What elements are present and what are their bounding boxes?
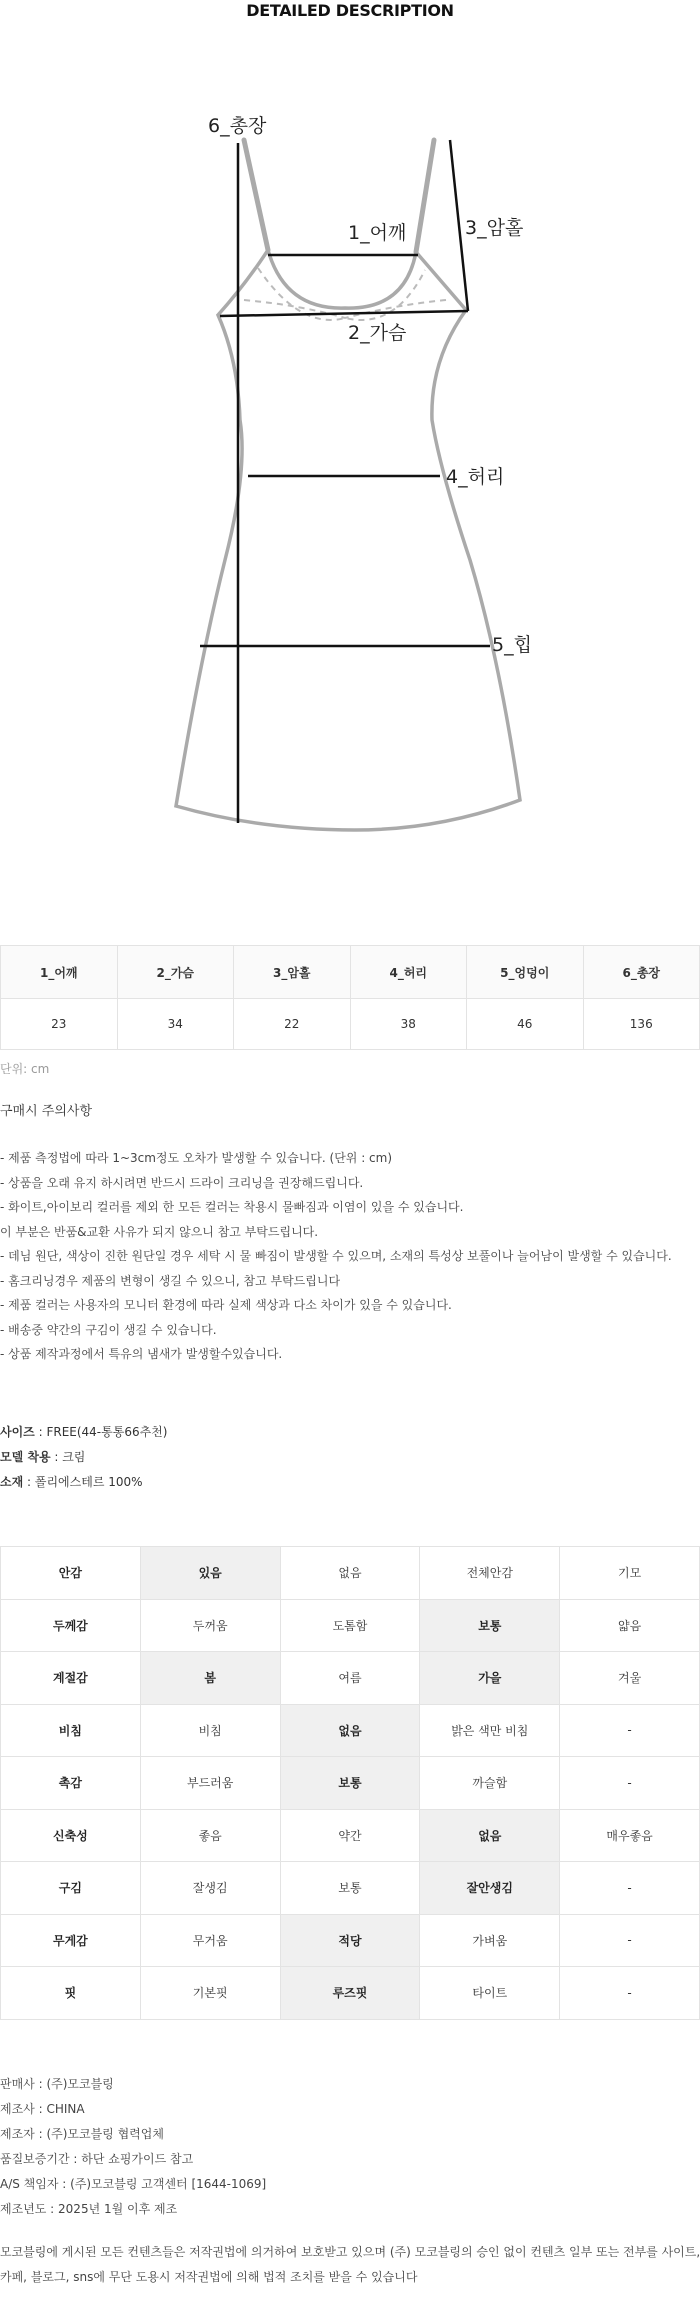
attribute-name: 신축성 bbox=[1, 1809, 141, 1862]
spec-material-label: 소재 bbox=[0, 1475, 24, 1489]
attribute-option: 보통 bbox=[280, 1862, 420, 1915]
attribute-row bbox=[1, 1967, 700, 2020]
attribute-option: 비침 bbox=[140, 1704, 280, 1757]
attribute-row bbox=[1, 1652, 700, 1705]
attribute-option: 적당 bbox=[280, 1914, 420, 1967]
attribute-option: 부드러움 bbox=[140, 1757, 280, 1810]
label-waist: 4_허리 bbox=[446, 466, 505, 488]
attribute-row bbox=[1, 1914, 700, 1967]
attribute-option: 도톰함 bbox=[280, 1599, 420, 1652]
attribute-table bbox=[0, 1546, 700, 2020]
attribute-name: 안감 bbox=[1, 1547, 141, 1600]
attribute-option: 기모 bbox=[560, 1547, 700, 1600]
notice-line: - 배송중 약간의 구김이 생길 수 있습니다. bbox=[0, 1322, 217, 1337]
size-value-hip: 46 bbox=[467, 999, 584, 1050]
size-table bbox=[0, 945, 700, 1050]
seller-info-line: A/S 책임자 : (주)모코블링 고객센터 [1644-1069] bbox=[0, 2177, 267, 2191]
attribute-option: 가벼움 bbox=[420, 1914, 560, 1967]
notice-line: - 상품을 오래 유지 하시려면 반드시 드라이 크리닝을 권장해드립니다. bbox=[0, 1175, 364, 1190]
seller-info-line: 제조자 : (주)모코블링 협력업체 bbox=[0, 2127, 164, 2141]
attribute-option: - bbox=[560, 1967, 700, 2020]
attribute-option: 전체안감 bbox=[420, 1547, 560, 1600]
notice-line: - 홈크리닝경우 제품의 변형이 생길 수 있으니, 참고 부탁드립니다 bbox=[0, 1273, 341, 1288]
attribute-option: 가을 bbox=[420, 1652, 560, 1705]
attribute-name: 무게감 bbox=[1, 1914, 141, 1967]
label-hip: 5_힙 bbox=[492, 634, 532, 656]
notice-line: - 화이트,아이보리 컬러를 제외 한 모든 컬러는 착용시 물빠짐과 이염이 있을 수 있습니다. bbox=[0, 1200, 464, 1214]
attribute-option: 약간 bbox=[280, 1809, 420, 1862]
attribute-option: 여름 bbox=[280, 1652, 420, 1705]
attribute-option: 두꺼움 bbox=[140, 1599, 280, 1652]
size-header-armhole: 3_암홀 bbox=[234, 946, 351, 999]
attribute-option: 얇음 bbox=[560, 1599, 700, 1652]
label-shoulder: 1_어깨 bbox=[348, 222, 407, 244]
attribute-name: 두께감 bbox=[1, 1599, 141, 1652]
unit-note: 단위: cm bbox=[0, 1062, 50, 1076]
label-chest: 2_가슴 bbox=[348, 322, 407, 344]
attribute-row bbox=[1, 1862, 700, 1915]
attribute-option: 좋음 bbox=[140, 1809, 280, 1862]
size-header-chest: 2_가슴 bbox=[117, 946, 234, 999]
spec-material-value: 폴리에스테르 100% bbox=[34, 1475, 143, 1489]
attribute-row bbox=[1, 1757, 700, 1810]
attribute-option: 잘안생김 bbox=[420, 1862, 560, 1915]
attribute-name: 구김 bbox=[1, 1862, 141, 1915]
attribute-name: 핏 bbox=[1, 1967, 141, 2020]
label-length: 6_총장 bbox=[208, 115, 267, 137]
copyright-line: 카페, 블로그, sns에 무단 도용시 저작권법에 의해 법적 조치를 받을 수 있습니다 bbox=[0, 2270, 418, 2284]
spec-size-label: 사이즈 bbox=[0, 1425, 35, 1439]
size-table-value-row bbox=[1, 999, 700, 1050]
dress-measurement-diagram bbox=[0, 60, 700, 850]
notice-line: - 제품 측정법에 따라 1~3cm정도 오차가 발생할 수 있습니다. (단위 : cm) bbox=[0, 1151, 393, 1165]
size-value-length: 136 bbox=[583, 999, 700, 1050]
seller-info-line: 판매사 : (주)모코블링 bbox=[0, 2077, 114, 2091]
attribute-option: 밝은 색만 비침 bbox=[420, 1704, 560, 1757]
label-armhole: 3_암홀 bbox=[465, 217, 524, 239]
attribute-name: 계절감 bbox=[1, 1652, 141, 1705]
seller-info-line: 제조사 : CHINA bbox=[0, 2102, 85, 2116]
spec-size-value: FREE(44-통통66추천) bbox=[46, 1425, 168, 1439]
notice-line: - 제품 컬러는 사용자의 모니터 환경에 따라 실제 색상과 다소 차이가 있을 수 있습니다. bbox=[0, 1298, 452, 1312]
spec-size: 사이즈 : FREE(44-통통66추천) bbox=[0, 1425, 168, 1439]
notice-line: 이 부분은 반품&교환 사유가 되지 않으니 참고 부탁드립니다. bbox=[0, 1224, 319, 1239]
copyright-line: 모코블링에 게시된 모든 컨텐츠들은 저작권법에 의거하여 보호받고 있으며 (주) 모코블링의 승인 없이 컨텐츠 일부 또는 전부를 사이트, bbox=[0, 2245, 700, 2259]
attribute-row bbox=[1, 1809, 700, 1862]
attribute-name: 촉감 bbox=[1, 1757, 141, 1810]
attribute-option: 보통 bbox=[420, 1599, 560, 1652]
attribute-option: 없음 bbox=[420, 1809, 560, 1862]
size-header-length: 6_총장 bbox=[583, 946, 700, 999]
attribute-option: 타이트 bbox=[420, 1967, 560, 2020]
spec-model: 모델 착용 : 크림 bbox=[0, 1450, 86, 1464]
spec-model-value: 크림 bbox=[62, 1450, 86, 1464]
attribute-option: 없음 bbox=[280, 1547, 420, 1600]
attribute-option: 잘생김 bbox=[140, 1862, 280, 1915]
attribute-option: 겨울 bbox=[560, 1652, 700, 1705]
attribute-option: 봄 bbox=[140, 1652, 280, 1705]
attribute-option: 기본핏 bbox=[140, 1967, 280, 2020]
size-header-waist: 4_허리 bbox=[350, 946, 467, 999]
attribute-option: 없음 bbox=[280, 1704, 420, 1757]
attribute-row bbox=[1, 1599, 700, 1652]
attribute-option: 루즈핏 bbox=[280, 1967, 420, 2020]
spec-material: 소재 : 폴리에스테르 100% bbox=[0, 1475, 143, 1489]
attribute-option: - bbox=[560, 1862, 700, 1915]
size-value-waist: 38 bbox=[350, 999, 467, 1050]
attribute-option: 매우좋음 bbox=[560, 1809, 700, 1862]
spec-model-label: 모델 착용 bbox=[0, 1450, 51, 1464]
attribute-option: - bbox=[560, 1914, 700, 1967]
attribute-option: - bbox=[560, 1757, 700, 1810]
size-value-shoulder: 23 bbox=[1, 999, 118, 1050]
size-value-chest: 34 bbox=[117, 999, 234, 1050]
attribute-name: 비침 bbox=[1, 1704, 141, 1757]
attribute-option: 있음 bbox=[140, 1547, 280, 1600]
notice-line: - 상품 제작과정에서 특유의 냄새가 발생할수있습니다. bbox=[0, 1347, 283, 1361]
attribute-row bbox=[1, 1704, 700, 1757]
size-header-hip: 5_엉덩이 bbox=[467, 946, 584, 999]
size-header-shoulder: 1_어깨 bbox=[1, 946, 118, 999]
copyright-notice bbox=[0, 2240, 700, 2290]
page-title: DETAILED DESCRIPTION bbox=[246, 1, 454, 20]
attribute-option: - bbox=[560, 1704, 700, 1757]
seller-info-line: 제조년도 : 2025년 1월 이후 제조 bbox=[0, 2202, 178, 2216]
seller-info-line: 품질보증기간 : 하단 쇼핑가이드 참고 bbox=[0, 2152, 194, 2166]
notice-line: - 데님 원단, 색상이 진한 원단일 경우 세탁 시 물 빠짐이 발생할 수 있으며, 소재의 특성상 보풀이나 늘어남이 발생할 수 있습니다. bbox=[0, 1249, 672, 1263]
attribute-option: 무거움 bbox=[140, 1914, 280, 1967]
notice-title: 구매시 주의사항 bbox=[0, 1104, 93, 1119]
attribute-option: 까슬함 bbox=[420, 1757, 560, 1810]
attribute-option: 보통 bbox=[280, 1757, 420, 1810]
attribute-row bbox=[1, 1547, 700, 1600]
size-table-header-row bbox=[1, 946, 700, 999]
size-value-armhole: 22 bbox=[234, 999, 351, 1050]
